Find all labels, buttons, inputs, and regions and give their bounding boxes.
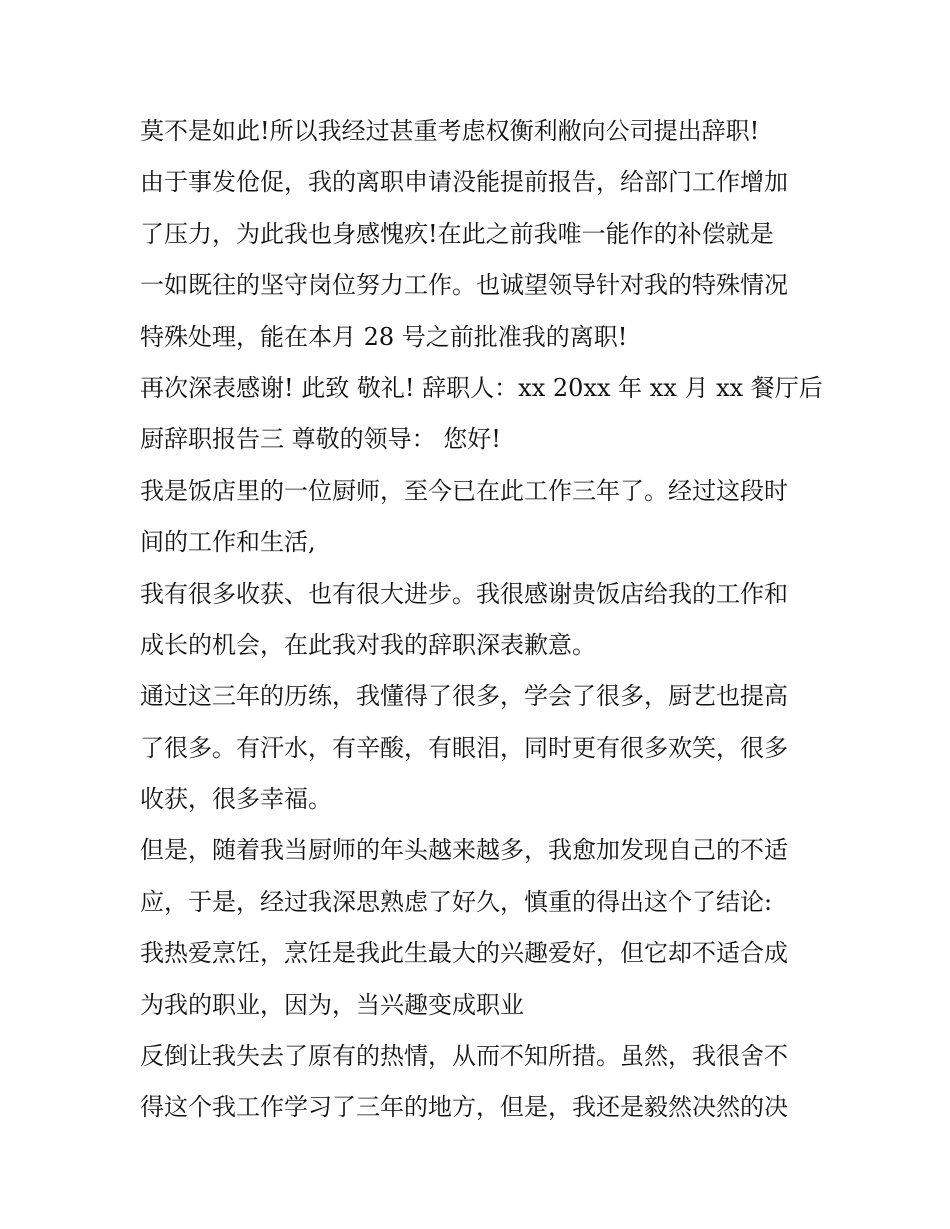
text-line: 特殊处理，能在本月 28 号之前批准我的离职!	[140, 322, 628, 351]
text-line: 莫不是如此!所以我经过甚重考虑权衡利敝向公司提出辞职!	[140, 117, 760, 145]
text-line: 通过这三年的历练，我懂得了很多，学会了很多，厨艺也提高	[140, 682, 788, 711]
text-line: 间的工作和生活,	[140, 528, 316, 557]
text-line: 我是饭店里的一位厨师，至今已在此工作三年了。经过这段时	[140, 476, 788, 505]
text-line: 一如既往的坚守岗位努力工作。也诚望领导针对我的特殊情况	[140, 271, 788, 300]
text-line: 收获，很多幸福。	[140, 785, 332, 814]
text-line: 反倒让我失去了原有的热情，从而不知所措。虽然，我很舍不	[140, 1042, 788, 1071]
text-line: 了压力，为此我也身感愧疚!在此之前我唯一能作的补偿就是	[140, 219, 774, 248]
text-line: 应，于是，经过我深思熟虑了好久，慎重的得出这个了结论:	[140, 887, 773, 916]
text-line: 为我的职业，因为，当兴趣变成职业	[140, 990, 524, 1019]
text-line: 我热爱烹饪，烹饪是我此生最大的兴趣爱好，但它却不适合成	[140, 939, 788, 968]
text-line: 由于事发伧促，我的离职申请没能提前报告，给部门工作增加	[140, 168, 788, 197]
text-line: 再次深表感谢! 此致 敬礼! 辞职人：xx 20xx 年 xx 月 xx 餐厅后	[140, 373, 823, 402]
body-text	[140, 106, 823, 1134]
text-line: 厨辞职报告三 尊敬的领导： 您好!	[140, 425, 501, 454]
text-line: 了很多。有汗水，有辛酸，有眼泪，同时更有很多欢笑，很多	[140, 733, 788, 762]
text-line: 我有很多收获、也有很大进步。我很感谢贵饭店给我的工作和	[140, 579, 788, 608]
text-line: 成长的机会，在此我对我的辞职深表歉意。	[140, 630, 596, 659]
text-line: 但是，随着我当厨师的年头越来越多，我愈加发现自己的不适	[140, 836, 788, 865]
text-line: 得这个我工作学习了三年的地方，但是，我还是毅然决然的决	[140, 1093, 788, 1122]
